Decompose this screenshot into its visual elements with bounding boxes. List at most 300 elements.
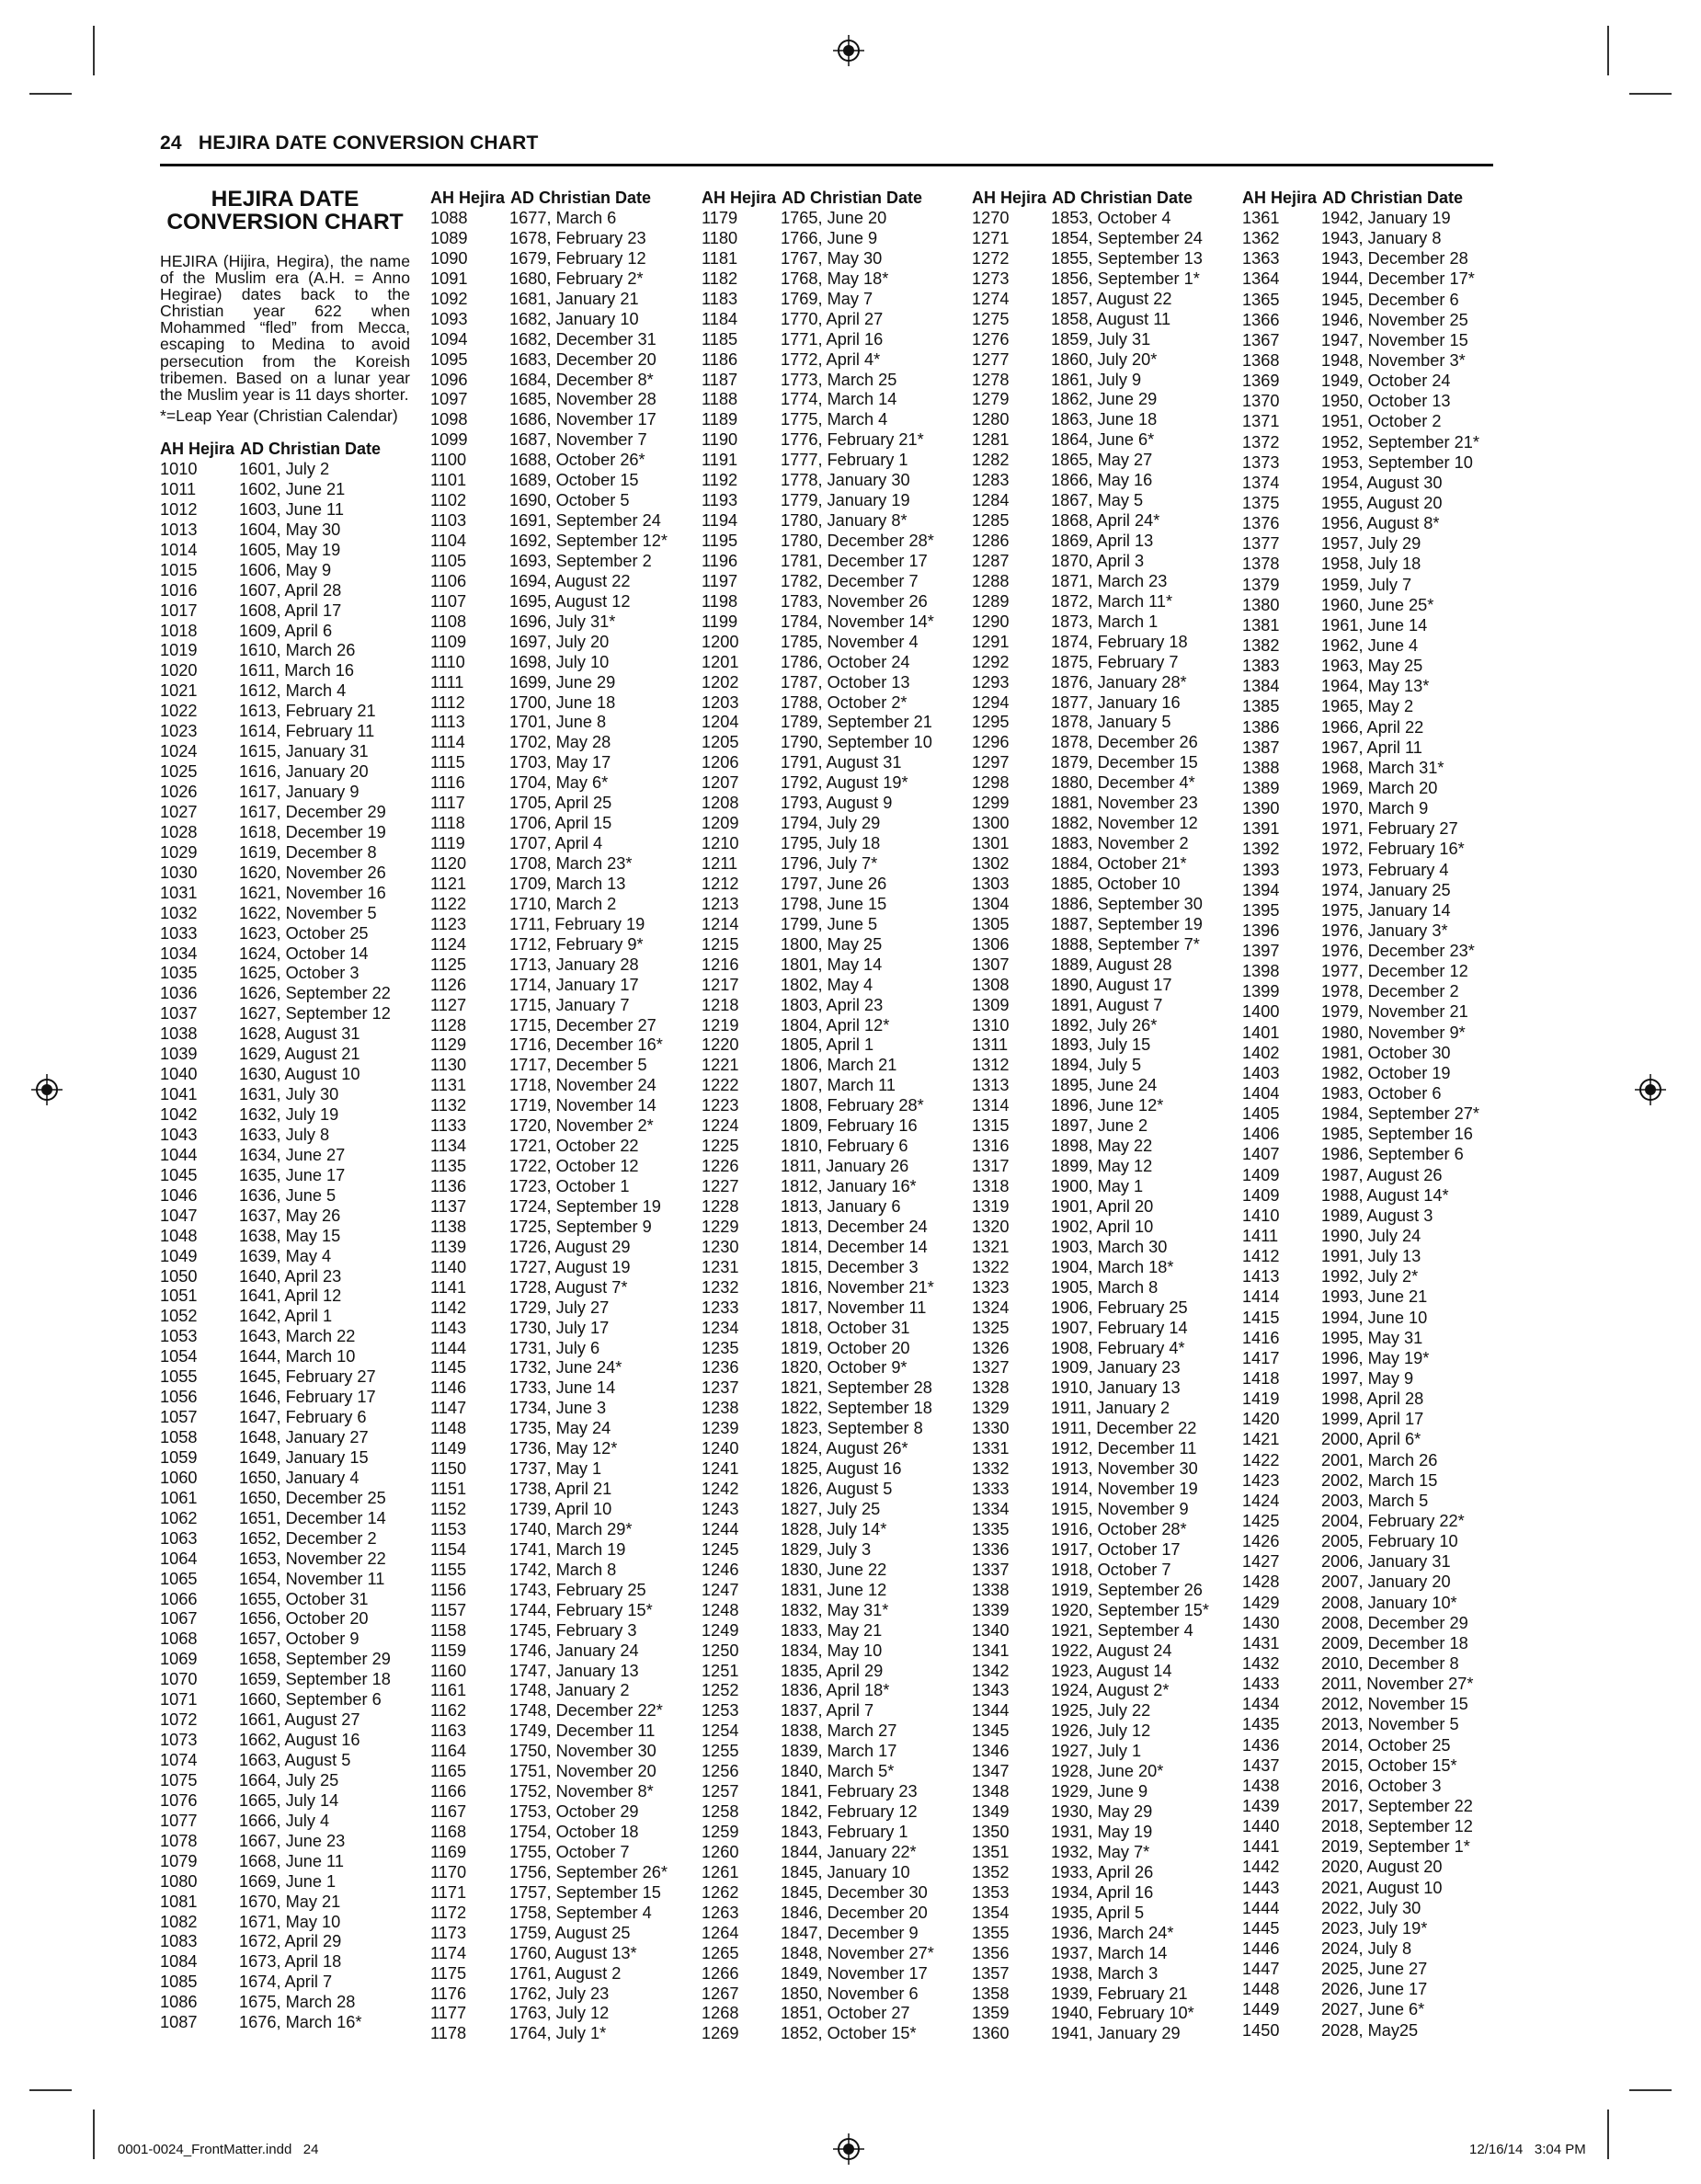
ad-date: 1955, August 20 bbox=[1321, 493, 1443, 512]
ah-year: 1129 bbox=[430, 1035, 467, 1055]
ad-date: 1707, April 4 bbox=[509, 834, 603, 853]
table-row bbox=[1242, 1858, 1510, 1878]
table-row bbox=[1242, 1023, 1510, 1044]
table-row bbox=[972, 1116, 1239, 1137]
ah-year: 1180 bbox=[702, 228, 738, 247]
ad-date: 1743, February 25 bbox=[509, 1580, 646, 1599]
ah-year: 1297 bbox=[972, 753, 1010, 772]
ad-date: 1753, October 29 bbox=[509, 1802, 639, 1822]
table-row bbox=[972, 269, 1239, 290]
table-row bbox=[1242, 1410, 1510, 1430]
table-row bbox=[430, 1944, 698, 1964]
ah-year: 1219 bbox=[702, 1015, 739, 1035]
running-head: 24 HEJIRA DATE CONVERSION CHART bbox=[160, 132, 539, 154]
ah-year: 1093 bbox=[430, 309, 468, 328]
ah-year: 1274 bbox=[972, 289, 1010, 308]
table-row bbox=[160, 1791, 414, 1812]
ad-date: 1894, July 5 bbox=[1051, 1056, 1142, 1075]
ah-year: 1343 bbox=[972, 1681, 1010, 1700]
ah-year: 1240 bbox=[702, 1439, 739, 1458]
ah-year: 1340 bbox=[972, 1620, 1010, 1640]
table-row bbox=[160, 1105, 414, 1126]
ad-date: 1649, January 15 bbox=[239, 1447, 369, 1467]
table-row bbox=[702, 673, 969, 693]
ad-date: 1716, December 16* bbox=[509, 1035, 663, 1055]
ad-date: 1623, October 25 bbox=[239, 923, 369, 943]
table-row bbox=[160, 1609, 414, 1629]
table-row bbox=[702, 854, 969, 875]
ad-date: 1907, February 14 bbox=[1051, 1318, 1188, 1337]
ah-year: 1251 bbox=[702, 1661, 739, 1680]
ad-date: 1829, July 3 bbox=[781, 1539, 872, 1559]
table-row bbox=[430, 572, 698, 592]
ah-year: 1139 bbox=[430, 1237, 467, 1256]
table-row bbox=[160, 1469, 414, 1489]
ad-date: 1738, April 21 bbox=[509, 1480, 612, 1499]
ad-date: 1908, February 4* bbox=[1051, 1338, 1185, 1357]
header-ad: AD Christian Date bbox=[782, 189, 923, 207]
ah-year: 1241 bbox=[702, 1459, 739, 1479]
table-row bbox=[702, 1500, 969, 1520]
ad-date: 1605, May 19 bbox=[239, 540, 341, 559]
ad-date: 1964, May 13* bbox=[1321, 677, 1430, 696]
ah-year: 1091 bbox=[430, 269, 468, 288]
intro-title bbox=[160, 188, 410, 234]
ad-date: 1976, December 23* bbox=[1321, 942, 1475, 961]
ah-year: 1198 bbox=[702, 591, 738, 611]
ah-year: 1257 bbox=[702, 1782, 739, 1801]
table-row bbox=[702, 1339, 969, 1359]
ah-year: 1212 bbox=[702, 874, 739, 893]
ad-date: 1971, February 27 bbox=[1321, 819, 1458, 839]
table-row bbox=[972, 511, 1239, 532]
ah-year: 1014 bbox=[160, 540, 198, 559]
ah-year: 1187 bbox=[702, 370, 738, 389]
ad-date: 1882, November 12 bbox=[1051, 814, 1198, 833]
table-row bbox=[702, 1581, 969, 1601]
table-row bbox=[160, 1710, 414, 1731]
ad-date: 1942, January 19 bbox=[1321, 209, 1451, 227]
conversion-column bbox=[430, 189, 698, 2044]
table-row bbox=[430, 1520, 698, 1540]
ad-date: 1728, August 7* bbox=[509, 1277, 628, 1297]
ad-date: 1652, December 2 bbox=[239, 1528, 377, 1548]
ah-year: 1059 bbox=[160, 1447, 198, 1467]
ad-date: 1999, April 17 bbox=[1321, 1410, 1424, 1429]
ad-date: 1828, July 14* bbox=[781, 1519, 887, 1538]
table-row bbox=[702, 1319, 969, 1339]
ad-date: 1862, June 29 bbox=[1051, 390, 1158, 409]
ad-date: 1603, June 11 bbox=[239, 499, 344, 519]
ad-date: 1640, April 23 bbox=[239, 1266, 342, 1286]
ah-year: 1096 bbox=[430, 370, 468, 389]
ah-year: 1054 bbox=[160, 1347, 198, 1366]
table-row bbox=[972, 1802, 1239, 1823]
ah-year: 1033 bbox=[160, 923, 198, 943]
table-row bbox=[430, 1157, 698, 1177]
ah-year: 1121 bbox=[430, 874, 467, 893]
table-row bbox=[702, 996, 969, 1016]
ad-date: 1793, August 9 bbox=[781, 794, 893, 813]
table-row bbox=[702, 1641, 969, 1662]
table-row bbox=[972, 1944, 1239, 1964]
ad-date: 1879, December 15 bbox=[1051, 753, 1198, 772]
ah-year: 1104 bbox=[430, 532, 467, 550]
ah-year: 1418 bbox=[1242, 1369, 1280, 1389]
ad-date: 1815, December 3 bbox=[781, 1257, 919, 1276]
table-row bbox=[1242, 331, 1510, 351]
ah-year: 1057 bbox=[160, 1408, 198, 1427]
ad-date: 1878, January 5 bbox=[1051, 713, 1171, 732]
ad-date: 1963, May 25 bbox=[1321, 657, 1423, 676]
table-row bbox=[430, 1459, 698, 1480]
table-row bbox=[1242, 1247, 1510, 1267]
table-row bbox=[1242, 962, 1510, 982]
ah-year: 1232 bbox=[702, 1277, 739, 1297]
ad-date: 1889, August 28 bbox=[1051, 955, 1172, 974]
ah-year: 1285 bbox=[972, 511, 1010, 531]
table-row bbox=[430, 633, 698, 653]
ah-year: 1376 bbox=[1242, 514, 1280, 533]
table-row bbox=[702, 773, 969, 794]
ad-date: 1997, May 9 bbox=[1321, 1369, 1414, 1389]
table-row bbox=[702, 471, 969, 491]
table-row bbox=[160, 1126, 414, 1146]
ad-date: 1715, January 7 bbox=[509, 995, 630, 1014]
ad-date: 1780, December 28* bbox=[781, 532, 934, 550]
ad-date: 1878, December 26 bbox=[1051, 733, 1198, 752]
ad-date: 1800, May 25 bbox=[781, 934, 883, 954]
ah-year: 1388 bbox=[1242, 758, 1280, 777]
ad-date: 1792, August 19* bbox=[781, 773, 908, 793]
ad-date: 1905, March 8 bbox=[1051, 1277, 1159, 1297]
ad-date: 1768, May 18* bbox=[781, 269, 889, 288]
table-row bbox=[160, 1206, 414, 1227]
table-row bbox=[702, 1924, 969, 1944]
table-row bbox=[702, 572, 969, 592]
ah-year: 1017 bbox=[160, 600, 198, 620]
header-ad: AD Christian Date bbox=[240, 440, 382, 458]
ad-date: 2011, November 27* bbox=[1321, 1675, 1474, 1694]
ah-year: 1069 bbox=[160, 1650, 198, 1669]
table-row bbox=[972, 310, 1239, 330]
ah-year: 1350 bbox=[972, 1823, 1010, 1841]
table-row bbox=[1242, 759, 1510, 779]
table-row bbox=[702, 1137, 969, 1157]
ad-date: 1806, March 21 bbox=[781, 1056, 897, 1075]
ad-date: 1782, December 7 bbox=[781, 571, 919, 590]
ah-year: 1277 bbox=[972, 349, 1010, 369]
table-row bbox=[160, 1629, 414, 1650]
ah-year: 1140 bbox=[430, 1257, 467, 1276]
ah-year: 1222 bbox=[702, 1076, 739, 1095]
ah-year: 1133 bbox=[430, 1116, 467, 1136]
table-row bbox=[430, 1177, 698, 1197]
ad-date: 1658, September 29 bbox=[239, 1650, 391, 1669]
ah-year: 1094 bbox=[430, 329, 468, 349]
table-row bbox=[972, 1721, 1239, 1742]
table-row bbox=[430, 1621, 698, 1641]
table-row bbox=[430, 1258, 698, 1278]
ah-year: 1310 bbox=[972, 1015, 1010, 1035]
ah-year: 1230 bbox=[702, 1237, 739, 1256]
ah-year: 1356 bbox=[972, 1943, 1010, 1962]
table-row bbox=[702, 713, 969, 733]
table-row bbox=[1242, 1675, 1510, 1695]
table-row bbox=[430, 1984, 698, 2005]
ad-date: 1943, December 28 bbox=[1321, 249, 1468, 269]
ah-year: 1113 bbox=[430, 713, 465, 732]
ad-date: 1705, April 25 bbox=[509, 794, 612, 813]
table-row bbox=[702, 491, 969, 511]
ah-year: 1281 bbox=[972, 430, 1010, 450]
ah-year: 1329 bbox=[972, 1399, 1010, 1418]
ad-date: 1924, August 2* bbox=[1051, 1681, 1170, 1700]
ah-year: 1263 bbox=[702, 1903, 739, 1922]
table-row bbox=[160, 520, 414, 541]
table-row bbox=[430, 552, 698, 572]
ad-date: 1609, April 6 bbox=[239, 621, 333, 640]
ah-year: 1318 bbox=[972, 1177, 1010, 1195]
ad-date: 1860, July 20* bbox=[1051, 349, 1158, 369]
ah-year: 1173 bbox=[430, 1923, 467, 1942]
ad-date: 2017, September 22 bbox=[1321, 1796, 1473, 1815]
table-row bbox=[1242, 738, 1510, 759]
ah-year: 1336 bbox=[972, 1539, 1010, 1559]
ad-date: 1748, January 2 bbox=[509, 1681, 630, 1700]
ad-date: 1757, September 15 bbox=[509, 1882, 661, 1902]
ad-date: 1947, November 15 bbox=[1321, 330, 1468, 349]
ad-date: 1948, November 3* bbox=[1321, 350, 1466, 370]
table-row bbox=[160, 1085, 414, 1105]
ad-date: 1789, September 21 bbox=[781, 713, 932, 732]
ad-date: 1661, August 27 bbox=[239, 1710, 360, 1730]
table-row bbox=[430, 915, 698, 935]
ah-year: 1290 bbox=[972, 612, 1010, 631]
ad-date: 1824, August 26* bbox=[781, 1439, 908, 1458]
ah-year: 1211 bbox=[702, 854, 738, 873]
ad-date: 1972, February 16* bbox=[1321, 840, 1465, 859]
table-row bbox=[160, 1045, 414, 1065]
ad-date: 1718, November 24 bbox=[509, 1076, 656, 1095]
table-row bbox=[702, 229, 969, 249]
ad-date: 2020, August 20 bbox=[1321, 1858, 1443, 1877]
table-row bbox=[160, 742, 414, 762]
table-row bbox=[430, 471, 698, 491]
table-row bbox=[702, 1278, 969, 1298]
table-row bbox=[702, 410, 969, 430]
ah-year: 1145 bbox=[430, 1358, 467, 1378]
table-row bbox=[972, 532, 1239, 552]
table-row bbox=[160, 1347, 414, 1367]
ah-year: 1357 bbox=[972, 1963, 1010, 1983]
table-row bbox=[430, 713, 698, 733]
table-row bbox=[1242, 1614, 1510, 1634]
table-row bbox=[1242, 1980, 1510, 2000]
ah-year: 1147 bbox=[430, 1399, 467, 1418]
ad-date: 1701, June 8 bbox=[509, 713, 607, 732]
ah-year: 1403 bbox=[1242, 1063, 1280, 1082]
ah-year: 1071 bbox=[160, 1690, 198, 1709]
ad-date: 1830, June 22 bbox=[781, 1560, 887, 1579]
ah-year: 1018 bbox=[160, 621, 198, 640]
ad-date: 1826, August 5 bbox=[781, 1480, 893, 1499]
ah-year: 1258 bbox=[702, 1802, 739, 1822]
table-row bbox=[430, 1701, 698, 1721]
crop-mark bbox=[1607, 2110, 1609, 2159]
table-row bbox=[972, 1298, 1239, 1319]
ah-year: 1150 bbox=[430, 1459, 467, 1479]
table-row bbox=[1242, 494, 1510, 514]
ad-date: 1980, November 9* bbox=[1321, 1023, 1466, 1042]
ad-date: 1854, September 24 bbox=[1051, 228, 1203, 247]
header-ah: AH Hejira bbox=[972, 189, 1047, 207]
ad-date: 1876, January 28* bbox=[1051, 672, 1187, 692]
table-row bbox=[702, 290, 969, 310]
ah-year: 1338 bbox=[972, 1580, 1010, 1599]
ad-date: 1796, July 7* bbox=[781, 854, 878, 873]
table-row bbox=[702, 249, 969, 269]
table-row bbox=[972, 572, 1239, 592]
ad-date: 1766, June 9 bbox=[781, 228, 878, 247]
table-row bbox=[1242, 1287, 1510, 1308]
ad-date: 1752, November 8* bbox=[509, 1782, 654, 1801]
table-row bbox=[430, 592, 698, 612]
table-row bbox=[430, 1076, 698, 1096]
ad-date: 1604, May 30 bbox=[239, 520, 341, 539]
table-row bbox=[160, 924, 414, 944]
ad-date: 1881, November 23 bbox=[1051, 794, 1198, 813]
ad-date: 1725, September 9 bbox=[509, 1217, 652, 1236]
ah-year: 1152 bbox=[430, 1500, 467, 1518]
ad-date: 1951, October 2 bbox=[1321, 412, 1442, 431]
table-row bbox=[430, 1742, 698, 1762]
ah-year: 1392 bbox=[1242, 840, 1280, 859]
ad-date: 1755, October 7 bbox=[509, 1842, 630, 1861]
ad-date: 1749, December 11 bbox=[509, 1721, 656, 1741]
ah-year: 1188 bbox=[702, 390, 738, 409]
table-row bbox=[430, 1218, 698, 1238]
table-row bbox=[160, 1327, 414, 1347]
table-row bbox=[702, 1157, 969, 1177]
table-row bbox=[1242, 269, 1510, 290]
ad-date: 1935, April 5 bbox=[1051, 1903, 1145, 1922]
ah-year: 1114 bbox=[430, 733, 465, 752]
ah-year: 1253 bbox=[702, 1701, 739, 1721]
ad-date: 1682, January 10 bbox=[509, 309, 639, 328]
ah-year: 1341 bbox=[972, 1641, 1010, 1660]
ah-year: 1397 bbox=[1242, 942, 1280, 961]
table-row bbox=[430, 1843, 698, 1863]
ad-date: 1673, April 18 bbox=[239, 1952, 342, 1972]
table-row bbox=[1242, 1756, 1510, 1777]
table-row bbox=[430, 1378, 698, 1399]
ah-year: 1038 bbox=[160, 1024, 198, 1044]
ah-year: 1332 bbox=[972, 1459, 1010, 1479]
ad-date: 1619, December 8 bbox=[239, 842, 377, 862]
ah-year: 1447 bbox=[1242, 1960, 1280, 1979]
table-row bbox=[430, 310, 698, 330]
ah-year: 1439 bbox=[1242, 1796, 1280, 1815]
ad-date: 1674, April 7 bbox=[239, 1972, 333, 1992]
table-row bbox=[972, 1339, 1239, 1359]
ah-year: 1162 bbox=[430, 1701, 467, 1721]
table-row bbox=[1242, 1329, 1510, 1349]
registration-mark-icon bbox=[833, 35, 864, 66]
ah-year: 1415 bbox=[1242, 1308, 1280, 1327]
ah-year: 1036 bbox=[160, 984, 198, 1003]
table-row bbox=[160, 1832, 414, 1852]
ah-year: 1386 bbox=[1242, 717, 1280, 737]
ah-year: 1246 bbox=[702, 1560, 739, 1579]
table-row bbox=[702, 371, 969, 391]
table-row bbox=[1242, 1492, 1510, 1512]
table-row bbox=[972, 1984, 1239, 2005]
table-row bbox=[1242, 636, 1510, 657]
ad-date: 1978, December 2 bbox=[1321, 982, 1459, 1001]
ad-date: 1998, April 28 bbox=[1321, 1389, 1424, 1409]
ad-date: 1620, November 26 bbox=[239, 863, 386, 882]
ah-year: 1298 bbox=[972, 773, 1010, 793]
table-row bbox=[972, 915, 1239, 935]
table-row bbox=[160, 1267, 414, 1287]
ad-date: 1967, April 11 bbox=[1321, 738, 1422, 757]
table-row bbox=[702, 390, 969, 410]
header-ad: AD Christian Date bbox=[510, 189, 652, 207]
table-row bbox=[702, 834, 969, 854]
table-row bbox=[160, 1286, 414, 1307]
ad-date: 1910, January 13 bbox=[1051, 1378, 1181, 1398]
ad-date: 1777, February 1 bbox=[781, 451, 908, 470]
table-row bbox=[972, 1076, 1239, 1096]
ad-date: 1679, February 12 bbox=[509, 248, 646, 268]
ah-year: 1078 bbox=[160, 1831, 198, 1850]
ah-year: 1236 bbox=[702, 1358, 739, 1378]
footer-file-info: 0001-0024_FrontMatter.indd 24 bbox=[118, 2142, 319, 2157]
table-row bbox=[702, 1944, 969, 1964]
ah-year: 1371 bbox=[1242, 412, 1280, 431]
table-row bbox=[702, 633, 969, 653]
ad-date: 1680, February 2* bbox=[509, 269, 644, 288]
ah-year: 1084 bbox=[160, 1952, 198, 1972]
ah-year: 1041 bbox=[160, 1085, 198, 1104]
ah-year: 1135 bbox=[430, 1157, 467, 1176]
ah-year: 1247 bbox=[702, 1580, 739, 1599]
ah-year: 1065 bbox=[160, 1569, 198, 1588]
table-row bbox=[430, 1662, 698, 1682]
table-row bbox=[160, 1852, 414, 1872]
ah-year: 1090 bbox=[430, 248, 468, 268]
ad-date: 1727, August 19 bbox=[509, 1257, 631, 1276]
ah-year: 1250 bbox=[702, 1641, 739, 1660]
table-row bbox=[160, 1408, 414, 1428]
ad-date: 1944, December 17* bbox=[1321, 269, 1475, 289]
table-row bbox=[160, 1065, 414, 1085]
ah-year: 1132 bbox=[430, 1096, 467, 1115]
ad-date: 1750, November 30 bbox=[509, 1742, 656, 1761]
table-row bbox=[160, 1166, 414, 1186]
table-row bbox=[160, 964, 414, 984]
table-row bbox=[702, 330, 969, 350]
ah-year: 1101 bbox=[430, 471, 467, 490]
table-row bbox=[1242, 1206, 1510, 1227]
ad-date: 1871, March 23 bbox=[1051, 571, 1168, 590]
table-row bbox=[972, 1904, 1239, 1924]
ah-year: 1051 bbox=[160, 1286, 198, 1306]
ad-date: 1950, October 13 bbox=[1321, 392, 1451, 411]
table-row bbox=[1242, 1002, 1510, 1023]
ad-date: 1771, April 16 bbox=[781, 329, 884, 349]
